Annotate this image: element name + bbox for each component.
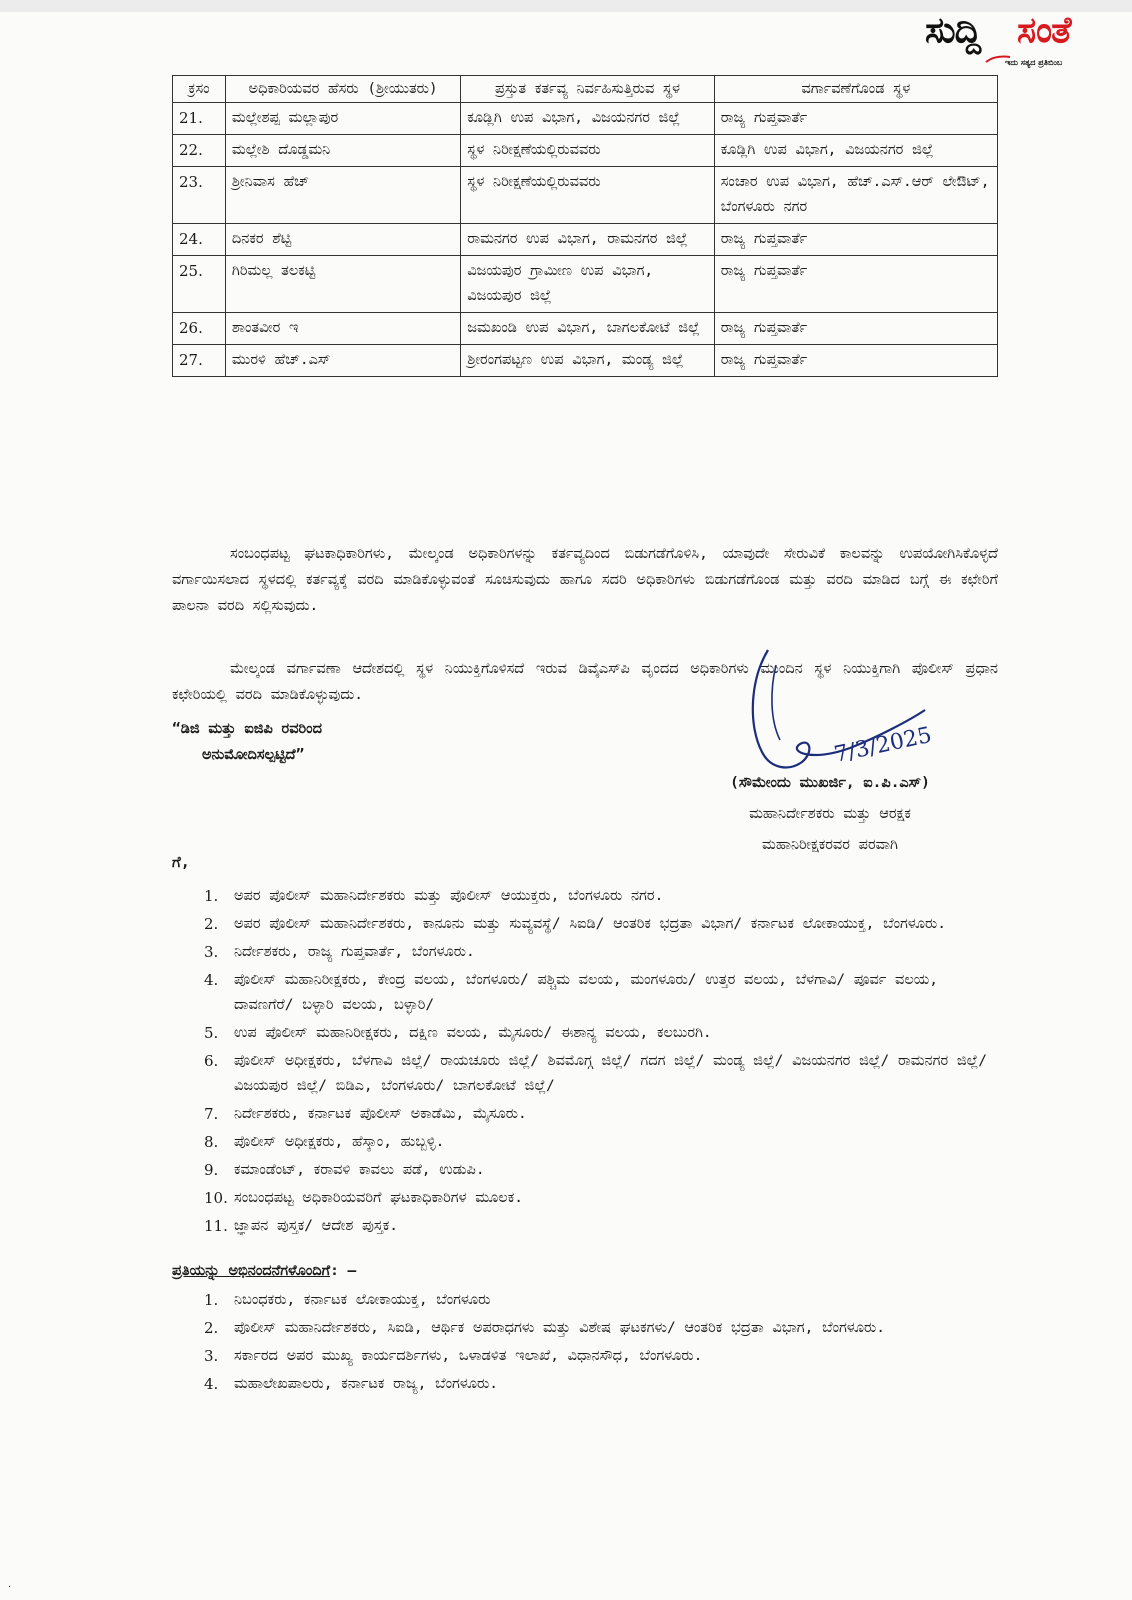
- list-item-text: ಸರ್ಕಾರದ ಅಪರ ಮುಖ್ಯ ಕಾರ್ಯದರ್ಶಿಗಳು, ಒಳಾಡಳಿತ ಇಲಾಖೆ, ವಿಧಾನಸೌಧ, ಬೆಂಗಳೂರು.: [234, 1348, 703, 1364]
- list-item: [172, 1344, 998, 1369]
- list-item: [172, 1158, 998, 1183]
- list-item: [172, 1214, 998, 1239]
- list-item: [172, 1186, 998, 1211]
- list-item-text: ನಿರ್ದೇಶಕರು, ರಾಜ್ಯ ಗುಪ್ತವಾರ್ತೆ, ಬೆಂಗಳೂರು.: [234, 944, 475, 960]
- table-body: [173, 103, 998, 377]
- table-cell-current-place: ಜಮಖಂಡಿ ಉಪ ವಿಭಾಗ, ಬಾಗಲಕೋಟೆ ಜಿಲ್ಲೆ: [461, 313, 714, 345]
- table-cell-current-place: ಸ್ಥಳ ನಿರೀಕ್ಷಣೆಯಲ್ಲಿರುವವರು: [461, 167, 714, 224]
- table-cell-transferred-place: ರಾಜ್ಯ ಗುಪ್ತವಾರ್ತೆ: [714, 345, 997, 377]
- table-header-row: [173, 76, 998, 103]
- copy-heading-suffix: : –: [330, 1263, 357, 1279]
- list-item-text: ಪೊಲೀಸ್ ಮಹಾನಿರ್ದೇಶಕರು, ಸಿಐಡಿ, ಆರ್ಥಿಕ ಅಪರಾಧಗಳು ಮತ್ತು ವಿಶೇಷ ಘಟಕಗಳು/ ಆಂತರಿಕ ಭದ್ರತಾ ವಿಭಾಗ, ಬೆಂಗಳೂರು.: [234, 1320, 886, 1336]
- list-item-number: 10.: [204, 1189, 228, 1207]
- table-row: [173, 224, 998, 256]
- table-cell-name: ಮುರಳಿ ಹೆಚ್.ಎಸ್: [225, 345, 460, 377]
- corner-mark: ·: [8, 1582, 12, 1593]
- instruction-paragraph-1: ಸಂಬಂಧಪಟ್ಟ ಘಟಕಾಧಿಕಾರಿಗಳು, ಮೇಲ್ಕಂಡ ಅಧಿಕಾರಿಗಳನ್ನು ಕರ್ತವ್ಯದಿಂದ ಬಿಡುಗಡೆಗೊಳಿಸಿ, ಯಾವುದೇ ಸೇರುವಿಕೆ ಕಾಲವನ್ನು ಉಪಯೋಗಿಸಿಕೊಳ್ಳದೆ ವರ್ಗಾಯಿಸಲಾದ ಸ್ಥಳದಲ್ಲಿ ಕರ್ತವ್ಯಕ್ಕೆ ವರದಿ ಮಾಡಿಕೊಳ್ಳುವಂತೆ ಸೂಚಿಸುವುದು ಹಾಗೂ ಸದರಿ ಅಧಿಕಾರಿಗಳು ಬಿಡುಗಡೆಗೊಂಡ ಮತ್ತು ವರದಿ ಮಾಡಿದ ಬಗ್ಗೆ ಈ ಕಛೇರಿಗೆ ಪಾಲನಾ ವರದಿ ಸಲ್ಲಿಸುವುದು.: [172, 546, 998, 614]
- table-row: [173, 167, 998, 224]
- list-item-number: 7.: [204, 1105, 219, 1123]
- table-cell-current-place: ಸ್ಥಳ ನಿರೀಕ್ಷಣೆಯಲ್ಲಿರುವವರು: [461, 135, 714, 167]
- list-item-number: 2.: [204, 915, 219, 933]
- header-serial: ಕ್ರಸಂ: [173, 76, 226, 103]
- table-cell-name: ಗಿರಿಮಲ್ಲ ತಲಕಟ್ಟಿ: [225, 256, 460, 313]
- list-item: [172, 1130, 998, 1155]
- list-item-text: ಪೊಲೀಸ್ ಮಹಾನಿರೀಕ್ಷಕರು, ಕೇಂದ್ರ ವಲಯ, ಬೆಂಗಳೂರು/ ಪಶ್ಚಿಮ ವಲಯ, ಮಂಗಳೂರು/ ಉತ್ತರ ವಲಯ, ಬೆಳಗಾವಿ/ ಪೂರ್ವ ವಲಯ, ದಾವಣಗೆರೆ/ ಬಳ್ಳಾರಿ ವಲಯ, ಬಳ್ಳಾರಿ/: [234, 972, 938, 1013]
- list-item-text: ಅಪರ ಪೊಲೀಸ್ ಮಹಾನಿರ್ದೇಶಕರು ಮತ್ತು ಪೊಲೀಸ್ ಆಯುಕ್ತರು, ಬೆಂಗಳೂರು ನಗರ.: [234, 888, 664, 904]
- list-item-text: ಮಹಾಲೇಖಪಾಲರು, ಕರ್ನಾಟಕ ರಾಜ್ಯ, ಬೆಂಗಳೂರು.: [234, 1376, 499, 1392]
- table-cell-serial: 25.: [173, 256, 226, 313]
- table-cell-name: ಮಲ್ಲೇಶಿ ದೊಡ್ಡಮನಿ: [225, 135, 460, 167]
- list-item-number: 1.: [204, 1291, 219, 1309]
- list-item: [172, 1372, 998, 1397]
- signatory-title-2: ಮಹಾನಿರೀಕ್ಷಕರವರ ಪರವಾಗಿ: [762, 837, 898, 853]
- list-item-number: 4.: [204, 971, 219, 989]
- table-cell-serial: 24.: [173, 224, 226, 256]
- list-item-text: ಕಮಾಂಡೆಂಟ್, ಕರಾವಳಿ ಕಾವಲು ಪಡೆ, ಉಡುಪಿ.: [234, 1162, 485, 1178]
- table-cell-serial: 27.: [173, 345, 226, 377]
- table-cell-transferred-place: ರಾಜ್ಯ ಗುಪ್ತವಾರ್ತೆ: [714, 103, 997, 135]
- table-cell-current-place: ಕೂಡ್ಲಿಗಿ ಉಪ ವಿಭಾಗ, ವಿಜಯನಗರ ಜಿಲ್ಲೆ: [461, 103, 714, 135]
- list-item-number: 2.: [204, 1319, 219, 1337]
- table-row: [173, 103, 998, 135]
- list-item-text: ಜ್ಞಾಪನ ಪುಸ್ತಕ/ ಆದೇಶ ಪುಸ್ತಕ.: [234, 1218, 399, 1234]
- logo-tagline: ಇದು ಸತ್ಯದ ಪ್ರತಿಬಿಂಬ: [1005, 58, 1063, 67]
- table-row: [173, 135, 998, 167]
- list-item-text: ಅಪರ ಪೊಲೀಸ್ ಮಹಾನಿರ್ದೇಶಕರು, ಕಾನೂನು ಮತ್ತು ಸುವ್ಯವಸ್ಥೆ/ ಸಿಐಡಿ/ ಆಂತರಿಕ ಭದ್ರತಾ ವಿಭಾಗ/ ಕರ್ನಾಟಕ ಲೋಕಾಯುಕ್ತ, ಬೆಂಗಳೂರು.: [234, 916, 947, 932]
- header-current-place: ಪ್ರಸ್ತುತ ಕರ್ತವ್ಯ ನಿರ್ವಹಿಸುತ್ತಿರುವ ಸ್ಥಳ: [461, 76, 714, 103]
- table-cell-serial: 23.: [173, 167, 226, 224]
- logo-word-suddi: ಸುದ್ದಿ: [925, 10, 981, 51]
- table-cell-transferred-place: ರಾಜ್ಯ ಗುಪ್ತವಾರ್ತೆ: [714, 224, 997, 256]
- copies-list: [172, 1288, 998, 1400]
- list-item: [172, 912, 998, 937]
- list-item-number: 8.: [204, 1133, 219, 1151]
- list-item-number: 6.: [204, 1052, 219, 1070]
- signatory-name: (ಸೌಮೇಂದು ಮುಖರ್ಜಿ, ಐ.ಪಿ.ಎಸ್): [730, 775, 930, 791]
- table-cell-current-place: ಶ್ರೀರಂಗಪಟ್ಟಣ ಉಪ ವಿಭಾಗ, ಮಂಡ್ಯ ಜಿಲ್ಲೆ: [461, 345, 714, 377]
- table-cell-transferred-place: ರಾಜ್ಯ ಗುಪ್ತವಾರ್ತೆ: [714, 256, 997, 313]
- list-item-number: 1.: [204, 887, 219, 905]
- list-item-text: ನಿರ್ದೇಶಕರು, ಕರ್ನಾಟಕ ಪೊಲೀಸ್ ಅಕಾಡೆಮಿ, ಮೈಸೂರು.: [234, 1106, 527, 1122]
- table-cell-name: ಶಾಂತವೀರ ಇ: [225, 313, 460, 345]
- list-item-number: 3.: [204, 1347, 219, 1365]
- svg-text:7/3/2025: 7/3/2025: [832, 722, 934, 768]
- list-item-number: 11.: [204, 1217, 228, 1235]
- list-item: [172, 940, 998, 965]
- list-item: [172, 1316, 998, 1341]
- header-transferred-place: ವರ್ಗಾವಣೆಗೊಂಡ ಸ್ಥಳ: [714, 76, 997, 103]
- table-cell-current-place: ವಿಜಯಪುರ ಗ್ರಾಮೀಣ ಉಪ ವಿಭಾಗ, ವಿಜಯಪುರ ಜಿಲ್ಲೆ: [461, 256, 714, 313]
- table-cell-serial: 21.: [173, 103, 226, 135]
- list-item: [172, 1288, 998, 1313]
- table-cell-transferred-place: ಕೂಡ್ಲಿಗಿ ಉಪ ವಿಭಾಗ, ವಿಜಯನಗರ ಜಿಲ್ಲೆ: [714, 135, 997, 167]
- list-item-number: 4.: [204, 1375, 219, 1393]
- instruction-paragraph-2: ಮೇಲ್ಕಂಡ ವರ್ಗಾವಣಾ ಆದೇಶದಲ್ಲಿ ಸ್ಥಳ ನಿಯುಕ್ತಿಗೊಳಿಸದೆ ಇರುವ ಡಿವೈಎಸ್‌ಪಿ ವೃಂದದ ಅಧಿಕಾರಿಗಳು ಮುಂದಿನ ಸ್ಥಳ ನಿಯುಕ್ತಿಗಾಗಿ ಪೊಲೀಸ್ ಪ್ರಧಾನ ಕಛೇರಿಯಲ್ಲಿ ವರದಿ ಮಾಡಿಕೊಳ್ಳುವುದು.: [172, 661, 998, 703]
- approval-note: [172, 716, 322, 768]
- list-item-number: 3.: [204, 943, 219, 961]
- recipients-heading: ಗೆ,: [172, 853, 190, 871]
- table-row: [173, 313, 998, 345]
- copy-heading: [172, 1263, 356, 1279]
- recipients-list: [172, 884, 998, 1242]
- signatory-title-1: ಮಹಾನಿರ್ದೇಶಕರು ಮತ್ತು ಆರಕ್ಷಕ: [749, 806, 911, 822]
- table-cell-current-place: ರಾಮನಗರ ಉಪ ವಿಭಾಗ, ರಾಮನಗರ ಜಿಲ್ಲೆ: [461, 224, 714, 256]
- table-row: [173, 256, 998, 313]
- table-cell-transferred-place: ಸಂಚಾರ ಉಪ ವಿಭಾಗ, ಹೆಚ್.ಎಸ್.ಆರ್ ಲೇಔಟ್, ಬೆಂಗಳೂರು ನಗರ: [714, 167, 997, 224]
- table-cell-transferred-place: ರಾಜ್ಯ ಗುಪ್ತವಾರ್ತೆ: [714, 313, 997, 345]
- table-cell-serial: 22.: [173, 135, 226, 167]
- table-cell-name: ದಿನಕರ ಶೆಟ್ಟಿ: [225, 224, 460, 256]
- list-item: [172, 884, 998, 909]
- transfer-table: [172, 75, 998, 377]
- copy-heading-text: ಪ್ರತಿಯನ್ನು ಅಭಿನಂದನೆಗಳೊಂದಿಗೆ: [172, 1263, 331, 1279]
- logo-word-sante: ಸಂತೆ: [1017, 10, 1071, 51]
- approval-line-1: “ಡಿಜಿ ಮತ್ತು ಐಜಿಪಿ ರವರಿಂದ: [172, 721, 322, 737]
- table-cell-name: ಮಲ್ಲೇಶಪ್ಪ ಮಲ್ಲಾಪುರ: [225, 103, 460, 135]
- list-item-text: ಪೊಲೀಸ್ ಅಧೀಕ್ಷಕರು, ಬೆಳಗಾವಿ ಜಿಲ್ಲೆ/ ರಾಯಚೂರು ಜಿಲ್ಲೆ/ ಶಿವಮೊಗ್ಗ ಜಿಲ್ಲೆ/ ಗದಗ ಜಿಲ್ಲೆ/ ಮಂಡ್ಯ ಜಿಲ್ಲೆ/ ವಿಜಯನಗರ ಜಿಲ್ಲೆ/ ರಾಮನಗರ ಜಿಲ್ಲೆ/ ವಿಜಯಪುರ ಜಿಲ್ಲೆ/ ಬಿಡಿಎ, ಬೆಂಗಳೂರು/ ಬಾಗಲಕೋಟೆ ಜಿಲ್ಲೆ/: [234, 1053, 988, 1094]
- list-item: [172, 1102, 998, 1127]
- list-item-number: 5.: [204, 1024, 219, 1042]
- table-cell-serial: 26.: [173, 313, 226, 345]
- header-officer-name: ಅಧಿಕಾರಿಯವರ ಹೆಸರು (ಶ್ರೀಯುತರು): [225, 76, 460, 103]
- list-item-text: ಪೊಲೀಸ್ ಅಧೀಕ್ಷಕರು, ಹೆಸ್ಕಾಂ, ಹುಬ್ಬಳ್ಳಿ.: [234, 1134, 445, 1150]
- table-cell-name: ಶ್ರೀನಿವಾಸ ಹೆಚ್: [225, 167, 460, 224]
- newspaper-logo: [925, 10, 1125, 72]
- signatory-block: [680, 768, 980, 861]
- list-item: [172, 1021, 998, 1046]
- list-item-number: 9.: [204, 1161, 219, 1179]
- approval-line-2: ಅನುಮೋದಿಸಲ್ಪಟ್ಟಿದೆ”: [202, 747, 305, 763]
- list-item: [172, 1049, 998, 1099]
- list-item-text: ಉಪ ಪೊಲೀಸ್ ಮಹಾನಿರೀಕ್ಷಕರು, ದಕ್ಷಿಣ ವಲಯ, ಮೈಸೂರು/ ಈಶಾನ್ಯ ವಲಯ, ಕಲಬುರಗಿ.: [234, 1025, 712, 1041]
- list-item-text: ಸಂಬಂಧಪಟ್ಟ ಅಧಿಕಾರಿಯವರಿಗೆ ಘಟಕಾಧಿಕಾರಿಗಳ ಮೂಲಕ.: [234, 1190, 523, 1206]
- list-item-text: ನಿಬಂಧಕರು, ಕರ್ನಾಟಕ ಲೋಕಾಯುಕ್ತ, ಬೆಂಗಳೂರು: [234, 1292, 491, 1308]
- table-row: [173, 345, 998, 377]
- list-item: [172, 968, 998, 1018]
